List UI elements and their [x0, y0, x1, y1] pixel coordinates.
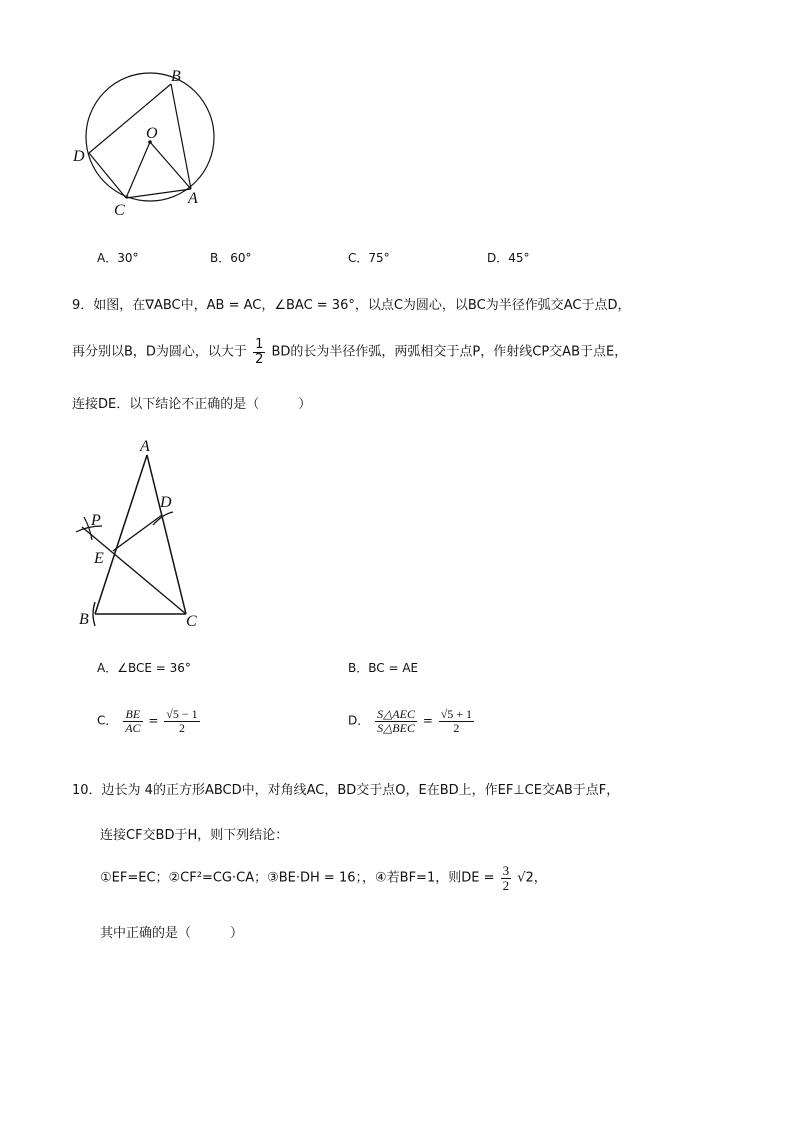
q10-frac-num: 3	[502, 863, 510, 878]
label-d: D	[73, 148, 85, 165]
segment-ed	[113, 515, 162, 551]
label-b2: B	[79, 611, 89, 628]
q8-option-b: B．60°	[210, 251, 252, 265]
q10-frac-den: 2	[502, 877, 510, 893]
ray-cp	[82, 527, 186, 614]
option-d-rhs-num: √5 + 1	[440, 707, 473, 721]
option-d-lhs-den: S△BEC	[377, 720, 415, 735]
option-d-rhs-den: 2	[453, 720, 460, 735]
option-c-rhs	[164, 708, 199, 734]
label-b: B	[171, 68, 181, 85]
q8-option-d: D．45°	[487, 251, 530, 265]
label-a2: A	[140, 438, 150, 455]
option-d-eq: =	[422, 713, 433, 728]
q10-line2: 连接CF交BD于H，则下列结论：	[100, 828, 289, 843]
option-d-prefix: D．	[348, 713, 370, 728]
arc-b	[93, 602, 95, 626]
chord-dc	[89, 153, 126, 198]
q10-line3	[100, 864, 547, 892]
q9-option-d	[348, 708, 476, 734]
q9-line3: 连接DE．以下结论不正确的是（ ）	[72, 397, 312, 412]
q10-line3-pre: ①EF=EC；②CF²=CG·CA；③BE·DH = 16；，④若BF=1，则DE =	[100, 870, 495, 886]
q9-line2-pre: 再分别以B，D为圆心，以大于	[72, 344, 247, 360]
q8-option-c: C．75°	[348, 251, 390, 265]
segment-oc	[126, 142, 150, 198]
side-ab	[95, 455, 147, 614]
label-e: E	[94, 550, 104, 567]
q8-option-a: A．30°	[97, 251, 139, 265]
q10-fraction	[501, 864, 512, 892]
option-c-lhs	[123, 708, 142, 734]
q9-option-a: A．∠BCE = 36°	[97, 661, 191, 675]
triangle-figure	[68, 430, 218, 635]
option-c-lhs-num: BE	[123, 708, 142, 722]
q9-line2-post: BD的长为半径作弧，两弧相交于点P，作射线CP交AB于点E，	[271, 344, 628, 360]
half-den: 2	[255, 351, 264, 367]
label-c2: C	[186, 613, 197, 630]
q9-option-b: B．BC = AE	[348, 661, 419, 675]
label-o: O	[146, 125, 158, 142]
option-c-eq: =	[148, 713, 159, 728]
half-num: 1	[255, 337, 264, 352]
option-c-prefix: C．	[97, 713, 118, 728]
chord-ba	[171, 84, 191, 189]
q10-line3-post: √2，	[517, 870, 547, 886]
label-c: C	[114, 202, 125, 219]
circle-figure	[60, 60, 240, 220]
option-d-lhs-num: S△AEC	[377, 707, 415, 721]
segment-oa	[150, 142, 191, 189]
option-c-lhs-den: AC	[125, 720, 141, 735]
option-d-rhs	[439, 708, 474, 734]
q9-option-c	[97, 708, 202, 734]
option-d-lhs	[375, 708, 417, 734]
q9-line1: 9．如图，在∇ABC中，AB = AC，∠BAC = 36°，以点C为圆心，以BC为半径作弧交AC于点D，	[72, 298, 631, 313]
label-d2: D	[160, 494, 172, 511]
q10-line4: 其中正确的是（ ）	[100, 926, 244, 941]
option-c-rhs-num: √5 − 1	[166, 707, 198, 721]
side-ac	[147, 455, 186, 614]
label-a: A	[188, 190, 198, 207]
chord-db	[89, 84, 171, 153]
option-c-rhs-den: 2	[178, 720, 185, 735]
q9-line2	[72, 338, 627, 366]
half-fraction	[253, 338, 265, 366]
label-p: P	[91, 512, 101, 529]
q10-line1: 10．边长为 4的正方形ABCD中，对角线AC，BD交于点O，E在BD上，作EF⊥CE交AB于点F，	[72, 783, 620, 798]
